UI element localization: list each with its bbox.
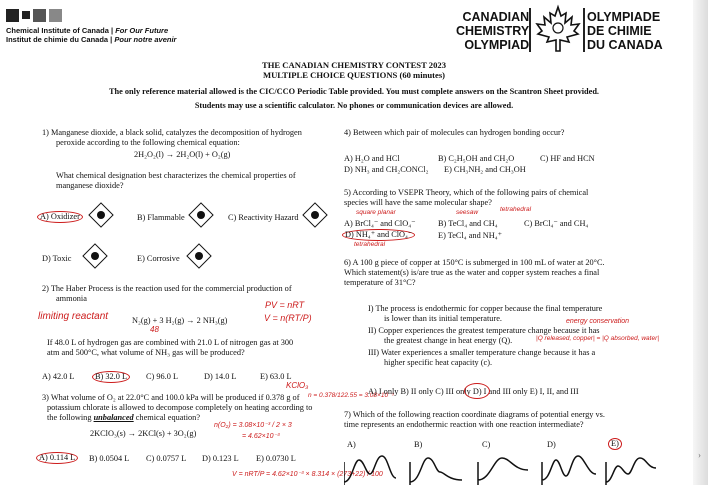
q1-stem-2: peroxide according to the following chemical equation:: [56, 138, 240, 147]
maple-leaf-icon: [534, 4, 582, 54]
q3-option-b[interactable]: B) 0.0504 L: [89, 454, 130, 463]
note-volume-calc: V = nRT/P = 4.62×10⁻³ × 8.314 × (273+22) / 100: [232, 471, 383, 478]
q6-stem-1: 6) A 100 g piece of copper at 150°C is submerged in 100 mL of water at 20°C.: [344, 258, 605, 267]
q6-statement-3b: higher specific heat capacity (c).: [384, 358, 493, 367]
q1-equation: 2H₂O₂(l) → 2H₂O(l) + O₂(g): [134, 150, 231, 159]
q5-option-e[interactable]: E) TeCl₄ and NH₄⁺: [438, 231, 503, 240]
q6-statement-2b: the greatest change in heat energy (Q).: [384, 336, 513, 345]
q5-option-a[interactable]: A) BrCl₄⁻ and ClO₄⁻: [344, 219, 416, 228]
q3-option-e[interactable]: E) 0.0730 L: [256, 454, 296, 463]
note-energy-conservation: energy conservation: [566, 318, 630, 325]
q7-diagram-c: [478, 458, 528, 485]
q1-option-d[interactable]: D) Toxic: [42, 254, 72, 263]
q2-option-c[interactable]: C) 96.0 L: [146, 372, 179, 381]
q3-option-a[interactable]: [36, 452, 78, 464]
selected-answer-mark: E): [608, 438, 622, 450]
note-pv-nrt: PV = nRT: [265, 300, 305, 310]
q2-stem-1: 2) The Haber Process is the reaction used for the commercial production of: [42, 284, 292, 293]
note-moles-kclo3: n = 0.378/122.55 = 3.08×10⁻³: [308, 392, 394, 399]
q5-stem-1: 5) According to VSEPR Theory, which of the following pairs of chemical: [344, 188, 589, 197]
note-heat-balance: |Q released, copper| = |Q absorbed, water|: [536, 335, 659, 342]
note-mol: 48: [150, 325, 159, 334]
cic-logo-triangle-icon: [49, 9, 62, 22]
q4-option-a[interactable]: A) H₂O and HCl: [344, 154, 400, 163]
q4-stem: 4) Between which pair of molecules can hydrogen bonding occur?: [344, 128, 565, 137]
q5-stem-2: species will have the same molecular shape?: [344, 198, 492, 207]
q7-diagram-e: [606, 458, 656, 485]
selected-answer-mark: [464, 383, 490, 399]
instructions-line-2: Students may use a scientific calculator. No phones or communication devices are allowed.: [194, 101, 514, 110]
q6-statement-1a: I) The process is endothermic for copper because the final temperature: [368, 304, 603, 313]
note-seesaw: seesaw: [456, 209, 479, 216]
institute-name-fr: Institut de chimie du Canada | Pour notre avenir: [6, 35, 177, 44]
note-limiting-reactant: limiting reactant: [38, 311, 109, 322]
cic-logo: [6, 6, 236, 24]
q7-diagram-b: [410, 458, 462, 485]
q3-stem-3: the following unbalanced chemical equation?: [47, 413, 201, 422]
q4-option-b[interactable]: B) C₂H₅OH and CH₂O: [438, 154, 515, 163]
q1-option-e[interactable]: E) Corrosive: [137, 254, 180, 263]
contest-title: THE CANADIAN CHEMISTRY CONTEST 2023: [261, 60, 446, 70]
q7-label-b[interactable]: B): [414, 440, 423, 449]
selected-answer-mark: A) Oxidizer: [37, 211, 83, 223]
contest-name-fr: OLYMPIADE DE CHIMIE DU CANADA: [587, 10, 663, 52]
q1-stem-4: manganese dioxide?: [56, 181, 124, 190]
note-v-equation: V = n(RT/P): [264, 313, 312, 323]
q5-option-d[interactable]: [342, 229, 415, 241]
note-square-planar: square planar: [356, 209, 396, 216]
q7-label-d[interactable]: D): [547, 440, 556, 449]
institute-header: [6, 6, 236, 44]
q2-equation: N₂(g) + 3 H₂(g) → 2 NH₃(g): [132, 316, 228, 325]
q4-option-c[interactable]: C) HF and HCN: [540, 154, 595, 163]
note-tetrahedral-2: tetrahedral: [354, 241, 386, 248]
q2-option-b[interactable]: [92, 371, 130, 383]
q2-option-a[interactable]: A) 42.0 L: [42, 372, 75, 381]
q3-stem-1: 3) What volume of O₂ at 22.0°C and 100.0 kPa will be produced if 0.378 g of: [42, 393, 300, 402]
q3-option-d[interactable]: D) 0.123 L: [202, 454, 239, 463]
contest-name-en: CANADIAN CHEMISTRY OLYMPIAD: [456, 10, 530, 52]
note-moles-o2-result: = 4.62×10⁻³: [242, 433, 280, 440]
cic-logo-mark-icon: [6, 9, 19, 22]
q7-diagram-a: [344, 456, 396, 485]
selected-answer-mark: B) 32.0 L: [92, 371, 130, 383]
divider: [583, 8, 585, 52]
q2-option-e[interactable]: E) 63.0 L: [260, 372, 292, 381]
q6-statement-2a: II) Copper experiences the greatest temperature change because it has: [368, 326, 600, 335]
q7-energy-diagrams: [344, 452, 664, 485]
q2-stem-4: atm and 500°C, what volume of NH₃ gas will be produced?: [47, 348, 245, 357]
q1-option-a[interactable]: [37, 211, 83, 223]
q3-option-c[interactable]: C) 0.0757 L: [146, 454, 187, 463]
q3-equation: 2KClO₃(s) → 2KCl(s) + 3O₂(g): [90, 429, 197, 438]
divider: [529, 8, 531, 52]
q1-option-c[interactable]: C) Reactivity Hazard: [228, 213, 299, 222]
q7-label-a[interactable]: A): [347, 440, 356, 449]
q2-option-d[interactable]: D) 14.0 L: [204, 372, 237, 381]
selected-answer-mark: A) 0.114 L: [36, 452, 78, 464]
q7-label-c[interactable]: C): [482, 440, 491, 449]
note-tetrahedral: tetrahedral: [500, 206, 532, 213]
q7-stem-1: 7) Which of the following reaction coordinate diagrams of potential energy vs.: [344, 410, 605, 419]
q3-stem-2: potassium chlorate is allowed to decompose completely on heating according to: [47, 403, 313, 412]
q6-statement-3a: III) Water experiences a smaller temperature change because it has a: [368, 348, 596, 357]
q2-stem-3: If 48.0 L of hydrogen gas are combined with 21.0 L of nitrogen gas at 300: [47, 338, 294, 347]
q6-options[interactable]: A) I only B) II only C) III only D) I and III only E) I, II, and III: [368, 387, 579, 396]
q5-option-c[interactable]: C) BrCl₄⁻ and CH₄: [524, 219, 589, 228]
instructions-line-1: The only reference material allowed is the CIC/CCO Periodic Table provided. You must complete answers on the Scantron Sheet provided.: [108, 87, 600, 96]
q7-stem-2: time represents an endothermic reaction with one reaction intermediate?: [344, 420, 584, 429]
section-title: MULTIPLE CHOICE QUESTIONS (60 minutes): [262, 70, 446, 80]
q7-diagram-d: [542, 456, 596, 485]
q6-statement-1b: is lower than its initial temperature.: [384, 314, 502, 323]
cic-logo-dot-icon: [22, 11, 30, 19]
page-edge-shadow: [693, 0, 708, 485]
cic-logo-square-icon: [33, 9, 46, 22]
scroll-arrow-icon[interactable]: ›: [698, 450, 701, 460]
q1-stem-1: 1) Manganese dioxide, a black solid, catalyzes the decomposition of hydrogen: [42, 128, 302, 137]
q4-option-d[interactable]: D) NH₃ and CH₂CONCl₂: [344, 165, 429, 174]
q1-option-b[interactable]: B) Flammable: [137, 213, 185, 222]
q7-label-e[interactable]: [608, 438, 622, 450]
q6-stem-3: temperature of 31°C?: [344, 278, 416, 287]
note-moles-o2: n(O₂) = 3.08×10⁻³ / 2 × 3: [214, 422, 292, 429]
q4-option-e[interactable]: E) CH₃NH₂ and CH₃OH: [444, 165, 526, 174]
q1-stem-3: What chemical designation best characterizes the chemical properties of: [56, 171, 296, 180]
q5-option-b[interactable]: B) TeCl₄ and CH₄: [438, 219, 498, 228]
q2-stem-2: ammonia: [56, 294, 87, 303]
q6-stem-2: Which statement(s) is/are true as the water and copper system reaches a final: [344, 268, 600, 277]
selected-answer-mark: D) NH₄⁺ and ClO₄⁻: [342, 229, 415, 241]
institute-name-en: Chemical Institute of Canada | For Our Future: [6, 26, 169, 35]
note-kclo3: KClO₃: [286, 381, 309, 390]
